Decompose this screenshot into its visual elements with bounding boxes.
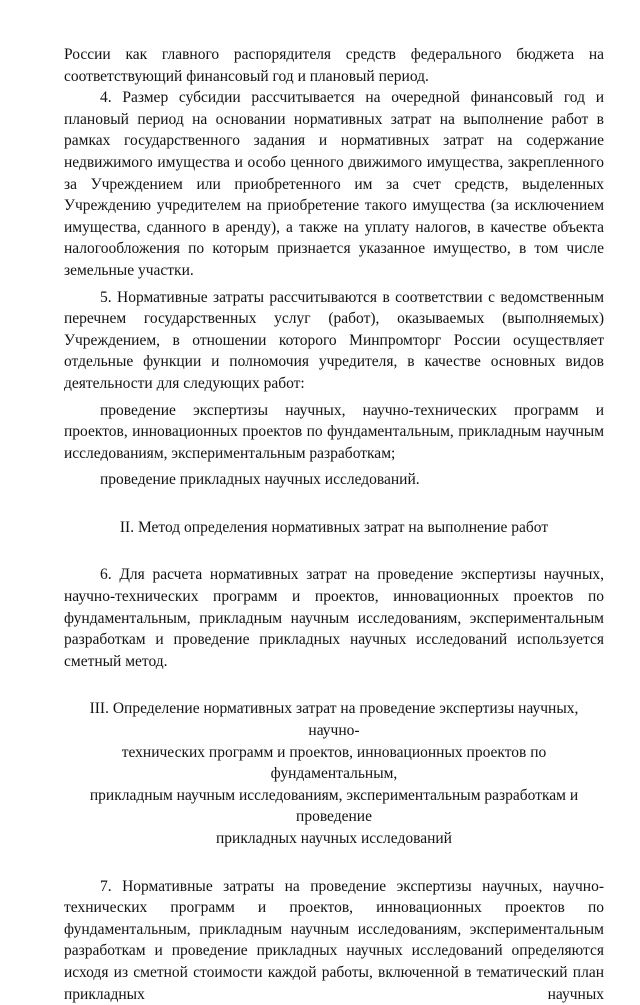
section-3-heading-line: прикладных научных исследований xyxy=(216,830,452,847)
section-3-heading-line: прикладным научным исследованиям, экспериментальным разработкам и проведение xyxy=(89,786,579,826)
paragraph-4: 4. Размер субсидии рассчитывается на очередной финансовый год и плановый период на основании нормативных затрат на выполнение работ в рамках государственного задания и нормативных затрат на содержание недвижимого имущества и особо ценного движимого имущества, закрепленного за Учреждением или приобретенного им за счет средств, выделенных Учреждению учредителем на приобретение такого имущества (за исключением имущества, сданного в аренду), а также на уплату налогов, в качестве объекта налогообложения по которым признается указанное имущество, в том числе земельные участки. xyxy=(64,89,604,279)
list-item-expertise: проведение экспертизы научных, научно-технических программ и проектов, инновационных проектов по фундаментальным, прикладным научным исследованиям, экспериментальным разработкам; xyxy=(64,401,604,462)
list-item-applied-research: проведение прикладных научных исследований. xyxy=(100,471,420,489)
section-3-heading xyxy=(64,698,604,849)
section-3-heading-line: III. Определение нормативных затрат на проведение экспертизы научных, научно- xyxy=(89,700,579,740)
paragraph-7: 7. Нормативные затраты на проведение экспертизы научных, научно-технических программ и проектов, инновационных проектов по фундаментальным, прикладным научным исследованиям, экспериментальным разработкам и проведение прикладных научных исследований определяются исходя из сметной стоимости каждой работы, включенной в тематический план прикладных научных xyxy=(64,877,604,1003)
section-3-heading-line: технических программ и проектов, инновационных проектов по фундаментальным, xyxy=(121,743,547,783)
section-2-heading: II. Метод определения нормативных затрат на выполнение работ xyxy=(119,518,549,536)
paragraph-5: 5. Нормативные затраты рассчитываются в соответствии с ведомственным перечнем государственных услуг (работ), оказываемых (выполняемых) Учреждением, в отношении которого Минпромторг России осуществляет отдельные функции и полномочия учредителя, в качестве основных видов деятельности для следующих работ: xyxy=(64,288,604,392)
paragraph-continuation: России как главного распорядителя средств федерального бюджета на соответствующий финансовый год и плановый период. xyxy=(64,46,604,85)
paragraph-6: 6. Для расчета нормативных затрат на проведение экспертизы научных, научно-технических программ и проектов, инновационных проектов по фундаментальным, прикладным научным исследованиям, экспериментальным разработкам и проведение прикладных научных исследований используется сметный метод. xyxy=(64,566,604,670)
